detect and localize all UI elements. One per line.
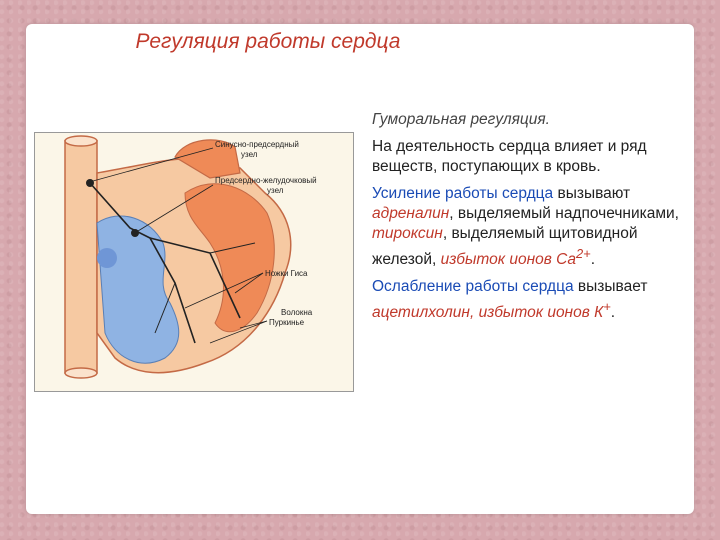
label-av-node-2: узел bbox=[267, 186, 284, 195]
adrenaline-term: адреналин bbox=[372, 205, 450, 222]
heart-diagram bbox=[35, 133, 353, 391]
increase-t2: , выделяемый надпочечниками, bbox=[449, 205, 679, 222]
intro-paragraph: На деятельность сердца влияет и ряд веществ, поступающих в кровь. bbox=[372, 138, 647, 175]
k-sup: + bbox=[603, 299, 611, 315]
label-purkinje-2: Пуркинье bbox=[269, 318, 305, 327]
right-atrium-shade bbox=[97, 248, 117, 268]
decrease-t1: вызывает bbox=[577, 278, 648, 296]
calcium-sup: 2+ bbox=[576, 246, 591, 261]
sa-node bbox=[86, 179, 94, 187]
label-purkinje-1: Волокна bbox=[281, 308, 313, 317]
increase-lead: Усиление работы сердца bbox=[372, 185, 554, 202]
label-his: Ножки Гиса bbox=[265, 269, 308, 278]
decrease-lead: Ослабление работы сердца bbox=[372, 278, 574, 296]
acetylcholine-term: ацетилхолин, избыток ионов К bbox=[372, 304, 604, 322]
increase-paragraph bbox=[372, 184, 687, 270]
text-column bbox=[372, 110, 687, 330]
label-sa-node-2: узел bbox=[241, 150, 258, 159]
increase-t3: , выделяемый щитовидной железой, bbox=[372, 225, 638, 269]
increase-end: . bbox=[590, 251, 596, 269]
slide bbox=[26, 24, 694, 514]
decrease-paragraph bbox=[372, 277, 687, 323]
heart-conduction-figure bbox=[34, 132, 354, 392]
label-av-node-1: Предсердно-желудочковый bbox=[215, 176, 317, 185]
section-heading: Гуморальная регуляция. bbox=[372, 111, 550, 128]
vena-cava bbox=[65, 141, 97, 373]
slide-title: Регуляция работы сердца bbox=[135, 30, 401, 53]
increase-t1: вызывают bbox=[557, 185, 631, 202]
decrease-end: . bbox=[610, 304, 616, 322]
label-sa-node-1: Синусно-предсердный bbox=[215, 140, 299, 149]
calcium-term: избыток ионов Ca bbox=[440, 251, 576, 269]
thyroxine-term: тироксин bbox=[372, 225, 443, 242]
av-node bbox=[131, 229, 139, 237]
